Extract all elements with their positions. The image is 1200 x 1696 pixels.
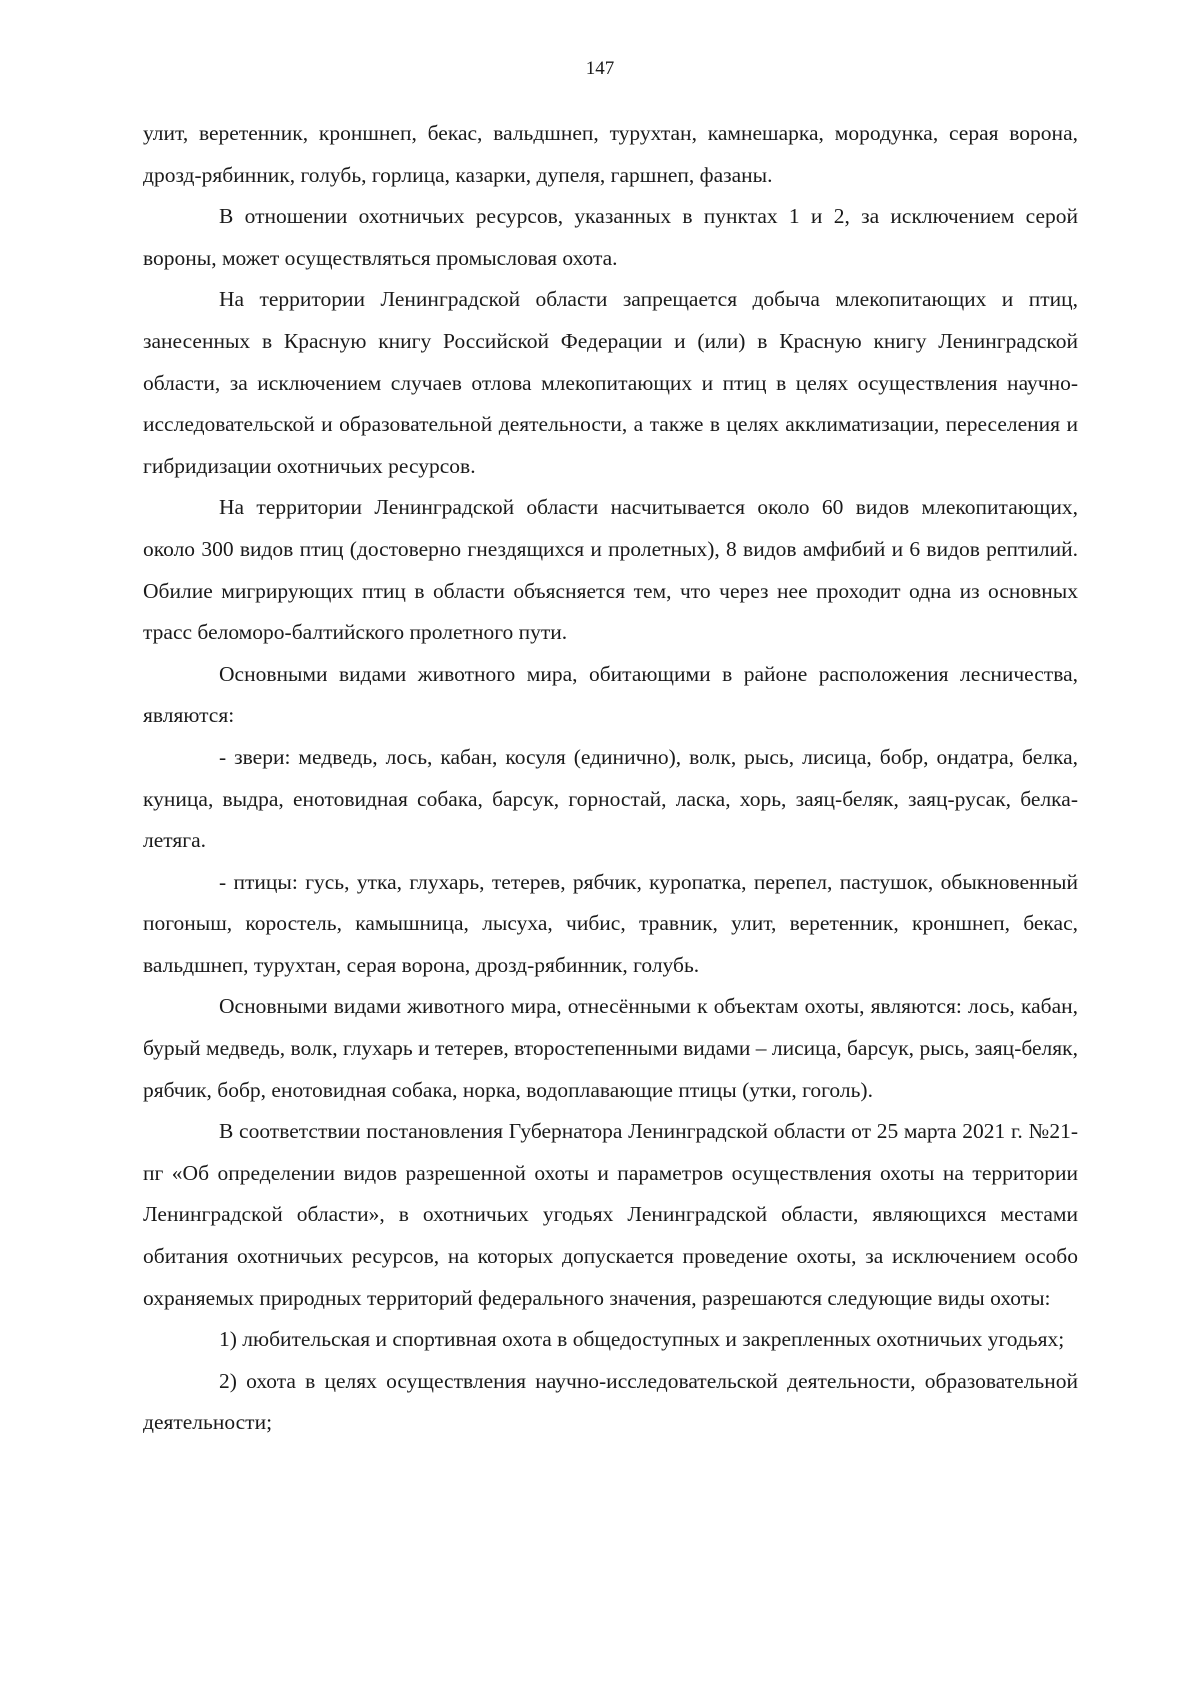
- list-paragraph: - звери: медведь, лось, кабан, косуля (единично), волк, рысь, лисица, бобр, ондатра, белка, куница, выдра, енотовидная собака, барсук, горностай, ласка, хорь, заяц-беляк, заяц-русак, белка-летяга.: [143, 744, 1078, 853]
- paragraph: улит, веретенник, кроншнеп, бекас, вальдшнеп, турухтан, камнешарка, мородунка, серая ворона, дрозд-рябинник, голубь, горлица, казарки, дупеля, гаршнеп, фазаны.: [143, 121, 1078, 187]
- paragraph: В соответствии постановления Губернатора Ленинградской области от 25 марта 2021 г. №21-пг «Об определении видов разрешенной охоты и параметров осуществления охоты на территории Ленинградской области», в охотничьих угодьях Ленинградской области, являющихся местами обитания охотничьих ресурсов, на которых допускается проведение охоты, за исключением особо охраняемых природных территорий федерального значения, разрешаются следующие виды охоты:: [143, 1119, 1078, 1310]
- paragraph: Основными видами животного мира, отнесёнными к объектам охоты, являются: лось, кабан, бурый медведь, волк, глухарь и тетерев, второстепенными видами – лисица, барсук, рысь, заяц-беляк, рябчик, бобр, енотовидная собака, норка, водоплавающие птицы (утки, гоголь).: [143, 994, 1078, 1102]
- body-text: [143, 113, 1078, 1444]
- paragraph: На территории Ленинградской области насчитывается около 60 видов млекопитающих, около 300 видов птиц (достоверно гнездящихся и пролетных), 8 видов амфибий и 6 видов рептилий. Обилие мигрирующих птиц в области объясняется тем, что через нее проходит одна из основных трасс беломоро-балтийского пролетного пути.: [143, 495, 1078, 645]
- paragraph: В отношении охотничьих ресурсов, указанных в пунктах 1 и 2, за исключением серой вороны, может осуществляться промысловая охота.: [143, 204, 1078, 270]
- list-paragraph: - птицы: гусь, утка, глухарь, тетерев, рябчик, куропатка, перепел, пастушок, обыкновенный погоныш, коростель, камышница, лысуха, чибис, травник, улит, веретенник, кроншнеп, бекас, вальдшнеп, турухтан, серая ворона, дрозд-рябинник, голубь.: [143, 869, 1078, 977]
- page-number: 147: [585, 58, 615, 79]
- list-paragraph: 1) любительская и спортивная охота в общедоступных и закрепленных охотничьих угодьях;: [219, 1327, 1065, 1352]
- list-paragraph: 2) охота в целях осуществления научно-исследовательской деятельности, образовательной деятельности;: [143, 1368, 1078, 1435]
- paragraph: На территории Ленинградской области запрещается добыча млекопитающих и птиц, занесенных в Красную книгу Российской Федерации и (или) в Красную книгу Ленинградской области, за исключением случаев отлова млекопитающих и птиц в целях осуществления научно-исследовательской и образовательной деятельности, а также в целях акклиматизации, переселения и гибридизации охотничьих ресурсов.: [143, 287, 1078, 478]
- paragraph: Основными видами животного мира, обитающими в районе расположения лесничества, являются:: [143, 661, 1078, 728]
